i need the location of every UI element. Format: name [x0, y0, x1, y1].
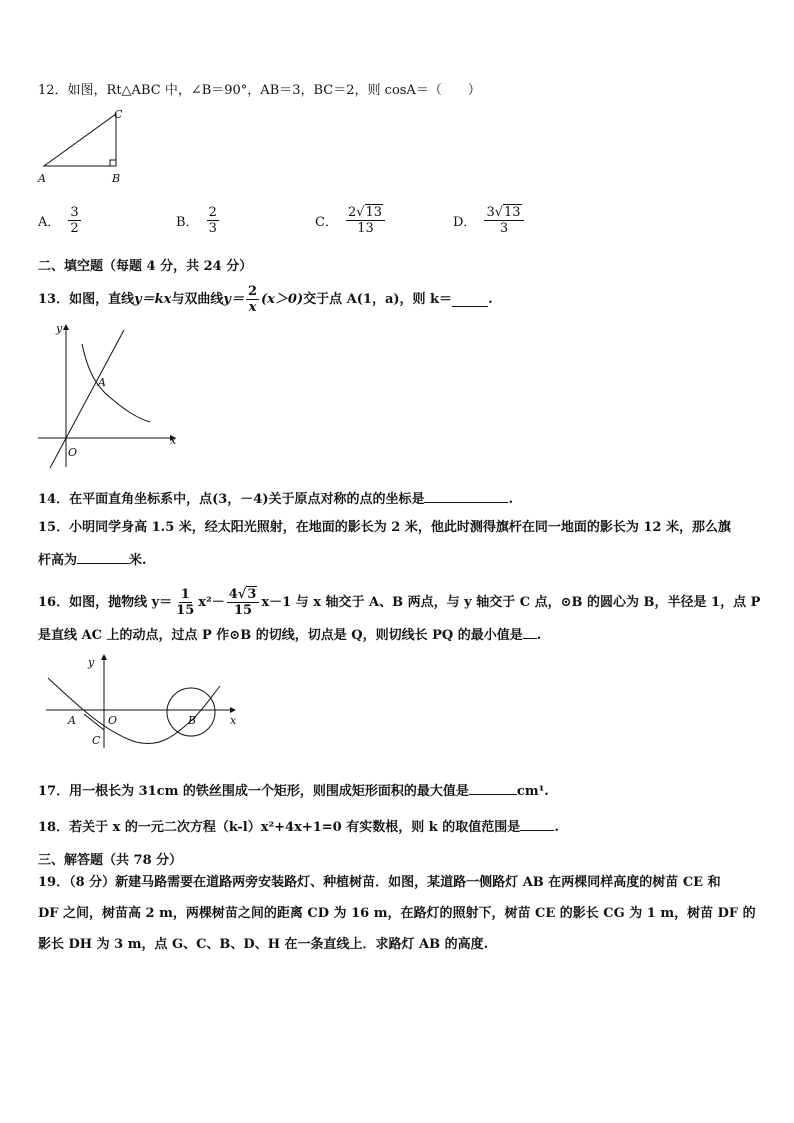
axis-y-label: y: [56, 322, 63, 335]
option-letter: B．: [176, 215, 199, 230]
axis-x-label: x: [230, 714, 237, 727]
q13-text: 13．如图，直线 y＝kx 与双曲线 y＝ $\frac{2}{x}$ (x＞0) 交于点 A(1，a)，则 k＝ .: [38, 284, 493, 315]
q12-option-b[interactable]: [176, 205, 221, 236]
section-2-heading: 二、填空题（每题 4 分，共 24 分）: [38, 259, 253, 274]
q13-graph-figure: [36, 322, 181, 472]
origin-label: O: [108, 714, 118, 727]
section-3-heading: 三、解答题（共 78 分）: [38, 853, 183, 868]
q16-line2: 是直线 AC 上的动点，过点 P 作⊙B 的切线，切点是 Q，则切线长 PQ 的最小值是 .: [38, 624, 541, 645]
point-b-label: B: [188, 714, 197, 727]
q19-line3: 影长 DH 为 3 m，点 G、C、B、D、H 在一条直线上．求路灯 AB 的高度.: [38, 937, 489, 952]
point-a-label: A: [98, 376, 106, 389]
answer-blank[interactable]: [469, 780, 517, 795]
option-fraction: $\frac{2√13}{13}$: [346, 205, 385, 236]
q12-triangle-figure: [34, 106, 134, 186]
origin-label: O: [68, 446, 78, 459]
q16-parabola-figure: [44, 652, 244, 752]
q12-text: 12．如图，Rt△ABC 中，∠B＝90°，AB＝3，BC＝2，则 cosA＝（ ）: [38, 83, 481, 98]
axis-y-label-visible: y: [88, 656, 95, 669]
answer-blank[interactable]: [452, 292, 488, 307]
axis-x-label: x: [170, 434, 177, 447]
option-fraction: $\frac{3}{2}$: [70, 205, 79, 236]
answer-blank[interactable]: [424, 488, 508, 503]
option-letter: C．: [315, 215, 338, 230]
q12-option-d[interactable]: [453, 205, 526, 236]
label-b: B: [112, 172, 121, 185]
option-fraction: $\frac{3√13}{3}$: [484, 205, 523, 236]
q15-line1: 15．小明同学身高 1.5 米，经太阳光照射，在地面的影长为 2 米，他此时测得旗杆在同一地面的影长为 12 米，那么旗: [38, 520, 731, 535]
option-fraction: $\frac{2}{3}$: [208, 205, 217, 236]
q18-text: 18．若关于 x 的一元二次方程（k-l）x²+4x+1=0 有实数根，则 k 的取值范围是 .: [38, 816, 559, 837]
point-c-label: C: [92, 734, 101, 747]
q14-text: 14．在平面直角坐标系中，点(3，－4)关于原点对称的点的坐标是 .: [38, 488, 513, 509]
answer-blank[interactable]: [77, 549, 129, 564]
label-a: A: [38, 172, 46, 185]
option-letter: D．: [453, 215, 477, 230]
q17-text: 17．用一根长为 31cm 的铁丝围成一个矩形，则围成矩形面积的最大值是 cm¹.: [38, 780, 549, 801]
q15-line2: 杆高为 米.: [38, 549, 147, 570]
q19-line1: 19．（8 分）新建马路需要在道路两旁安装路灯、种植树苗．如图，某道路一侧路灯 AB 在两棵同样高度的树苗 CE 和: [38, 875, 721, 890]
q12-option-c[interactable]: [315, 205, 387, 236]
answer-blank[interactable]: [523, 624, 537, 639]
label-c: C: [114, 108, 123, 121]
q19-line2: DF 之间，树苗高 2 m，两棵树苗之间的距离 CD 为 16 m，在路灯的照射下，树苗 CE 的影长 CG 为 1 m，树苗 DF 的: [38, 906, 756, 921]
q16-line1: 16．如图，抛物线 y＝ $\frac{1}{15}$ x²－ $\frac{4√3}{15}$ x－1 与 x 轴交于 A、B 两点，与 y 轴交于 C 点，⊙B 的圆心为 B，半径是 1，点 P: [38, 587, 761, 618]
answer-blank[interactable]: [520, 816, 554, 831]
q12-option-a[interactable]: [38, 205, 83, 236]
option-letter: A．: [38, 215, 61, 230]
point-a-label: A: [68, 714, 76, 727]
